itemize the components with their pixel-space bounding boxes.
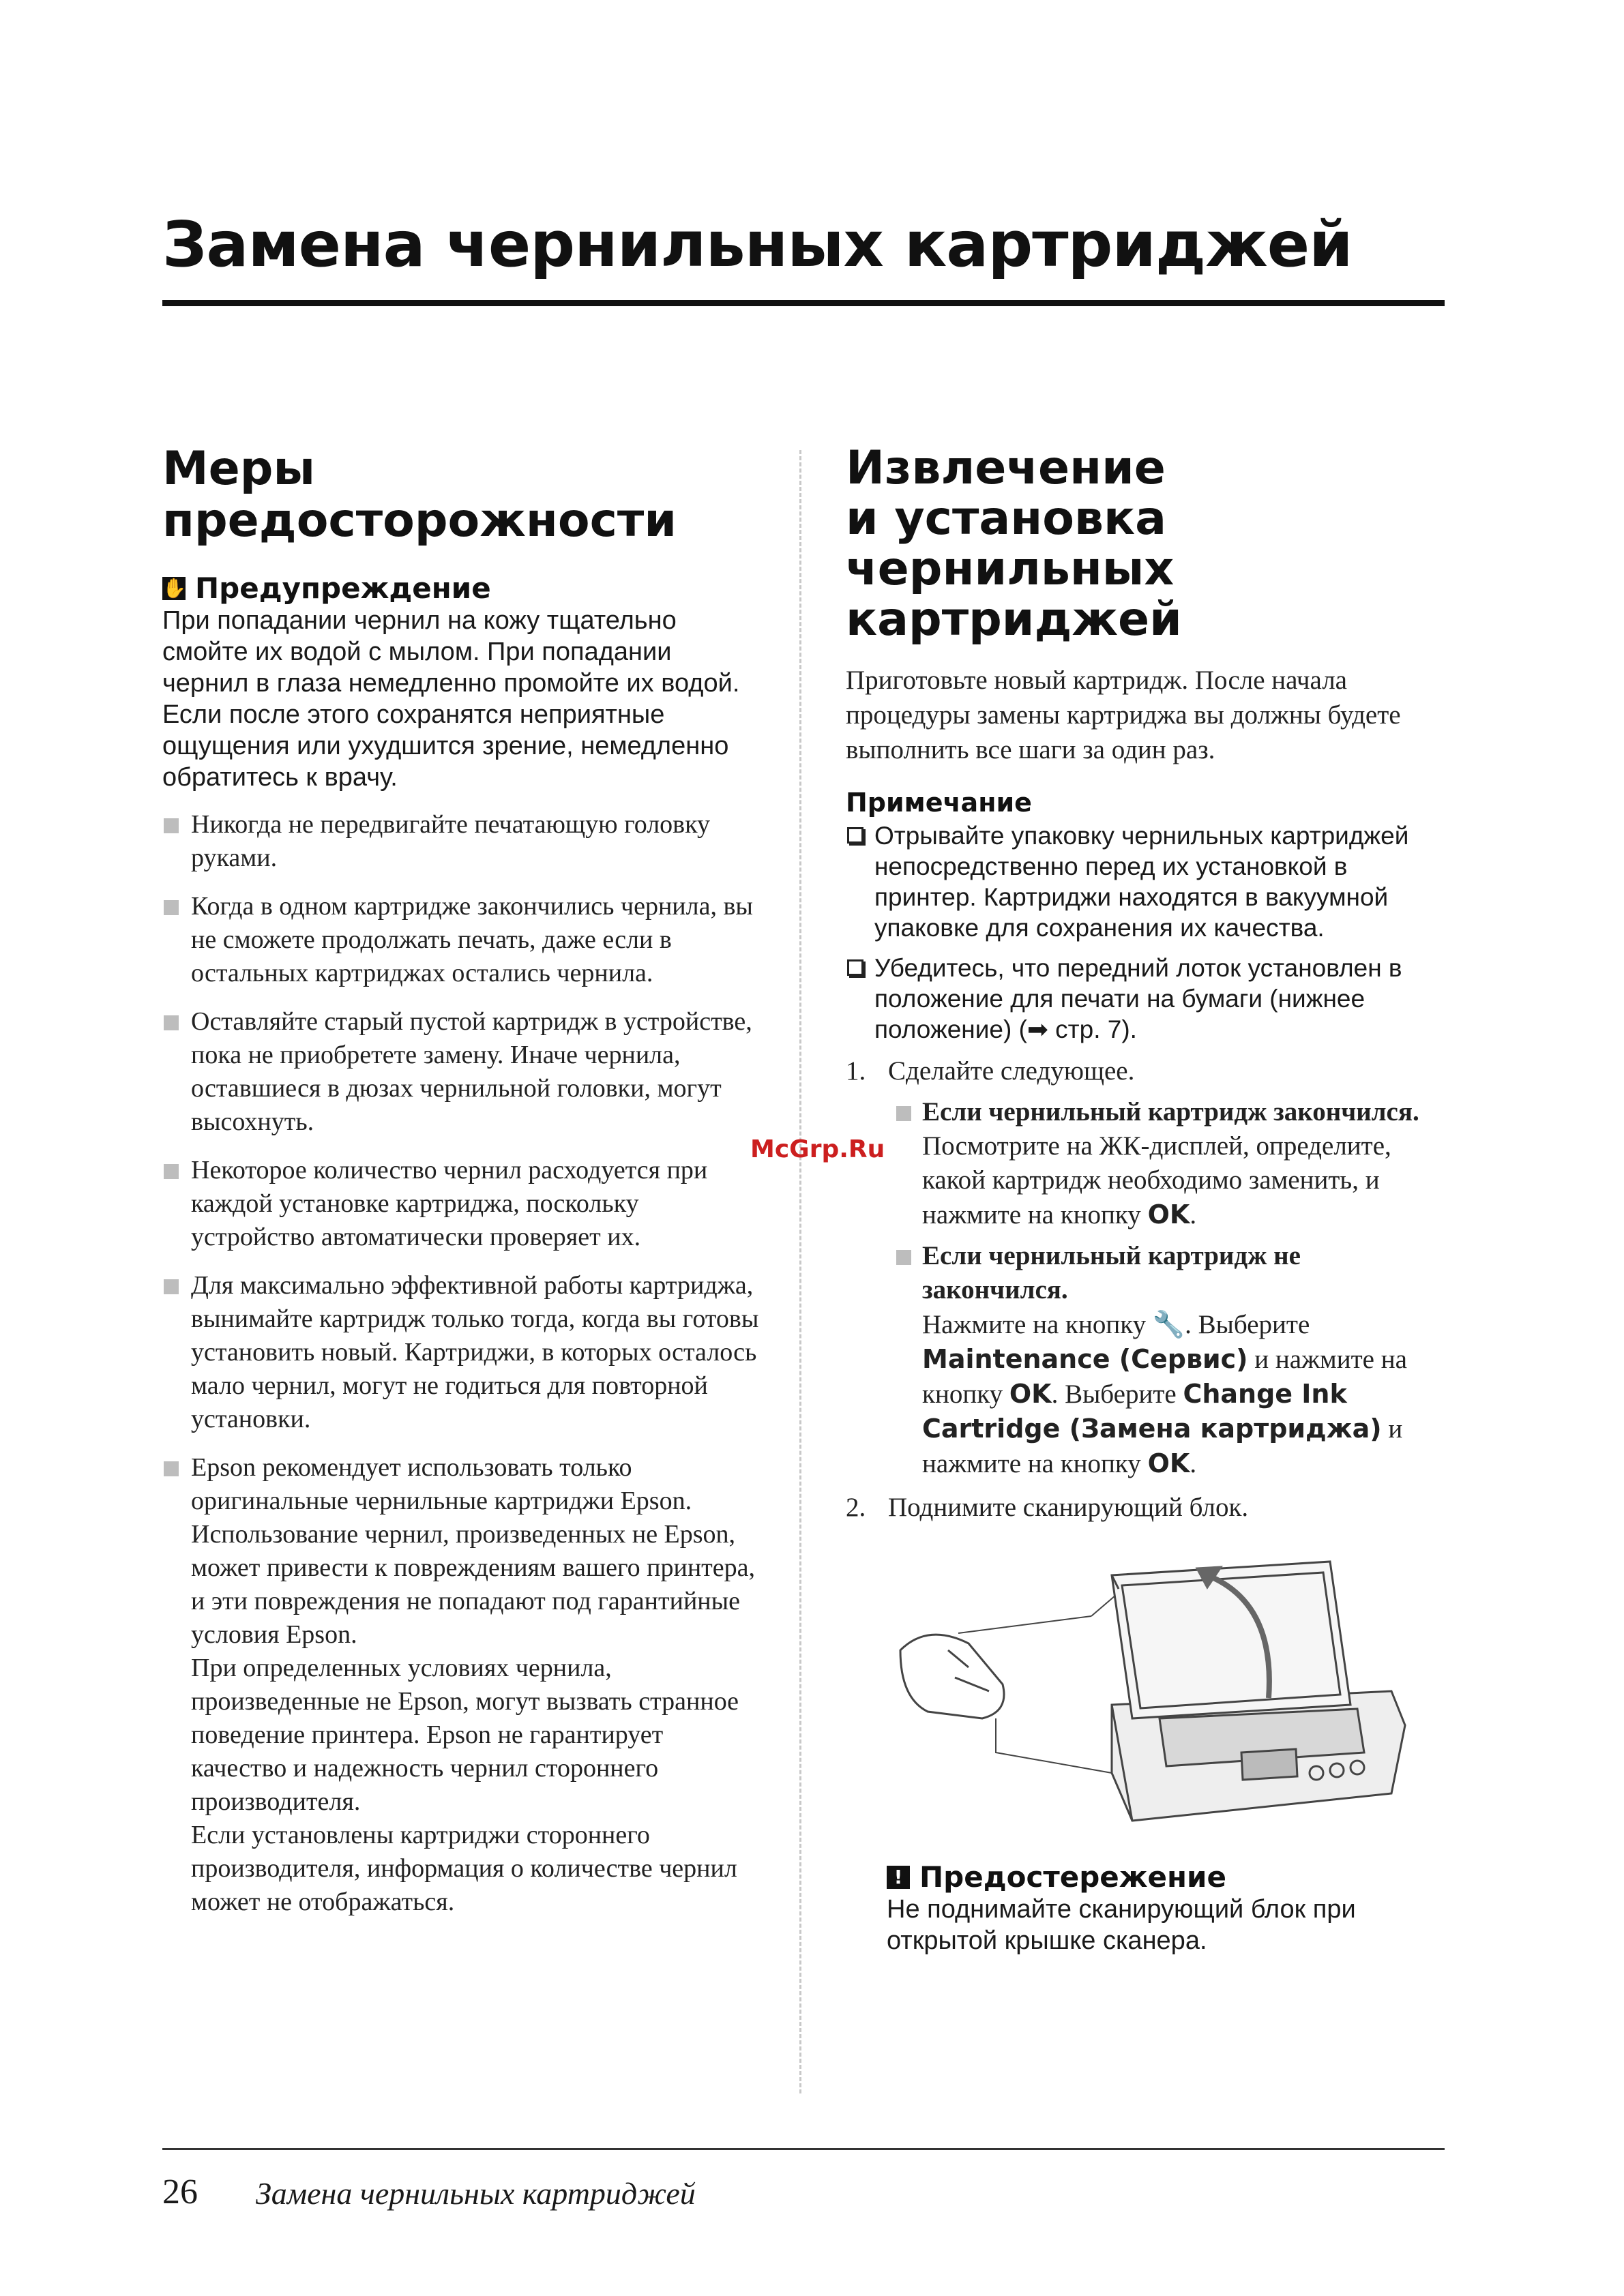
caution-icon: ! — [887, 1866, 910, 1889]
epson-paragraph-1: Epson рекомендует использовать только оригинальные чернильные картриджи Epson. Использование чернил, произведенных не Epson, может привести к повреждениям вашего принтера, и эти повреждения не попадают под гарантийные условия Epson. — [191, 1453, 756, 1649]
list-item: Когда в одном картридже закончились чернила, вы не сможете продолжать печать, даже если в остальных картриджах остались чернила. — [162, 890, 763, 990]
running-title: Замена чернильных картриджей — [256, 2176, 696, 2211]
note-title: Примечание — [846, 788, 1032, 818]
step-2 — [846, 1491, 1446, 1525]
caution-box — [887, 1860, 1446, 1956]
ok-button-label: OK — [1147, 1199, 1190, 1229]
bullet-square-icon — [896, 1106, 911, 1121]
list-item: Для максимально эффективной работы картриджа, вынимайте картридж только тогда, когда вы готовы установить новый. Картриджи, в которых осталось мало чернил, могут не годиться для повторной установки. — [162, 1269, 763, 1436]
list-item-epson — [162, 1451, 763, 1919]
bullet-square-icon — [164, 1461, 179, 1476]
footer-rule — [162, 2148, 1445, 2150]
step-number: 2. — [846, 1493, 866, 1522]
ok-button-label: OK — [1147, 1448, 1190, 1478]
checkbox-bullet-icon — [847, 827, 863, 844]
step-1-options — [888, 1095, 1446, 1481]
bullet-square-icon — [164, 900, 179, 915]
intro-text: Приготовьте новый картридж. После начала процедуры замены картриджа вы должны будете выполнить все шаги за один раз. — [846, 666, 1401, 764]
ok-button-label: OK — [1009, 1379, 1052, 1409]
bullet-square-icon — [164, 1015, 179, 1030]
maintenance-menu-label: Maintenance (Сервис) — [922, 1344, 1248, 1374]
bullet-square-icon — [164, 1164, 179, 1179]
title-rule — [162, 300, 1445, 306]
warning-text: При попадании чернил на кожу тщательно смойте их водой с мылом. При попадании чернил в глаза немедленно промойте их водой. Если после этого сохранятся неприятные ощущения или ухудшится зрение, немедленно обратитесь к врачу. — [162, 606, 740, 792]
step-text: Сделайте следующее. — [888, 1056, 1135, 1086]
list-item: Никогда не передвигайте печатающую головку руками. — [162, 808, 763, 875]
watermark: McGrp.Ru — [750, 1135, 885, 1163]
sub-item: Если чернильный картридж не закончился. Нажмите на кнопку 🔧. Выберите Maintenance (Сервис) и нажмите на кнопку OK. Выберите Change Ink Cartridge (Замена картриджа) и нажмите на кнопку OK. — [888, 1239, 1446, 1481]
precautions-heading-line1: Меры — [162, 442, 315, 496]
sub-item-head: Если чернильный картридж закончился. — [922, 1097, 1419, 1127]
caution-title: Предостережение — [919, 1860, 1226, 1894]
hand-warning-icon: ✋ — [162, 576, 186, 599]
note-list — [846, 820, 1446, 1045]
epson-paragraph-3: Если установлены картриджи стороннего производителя, информация о количестве чернил может не отображаться. — [191, 1821, 737, 1916]
printer-illustration — [887, 1548, 1432, 1841]
list-item: Убедитесь, что передний лоток установлен в положение для печати на бумаги (нижнее положение) (➡ стр. 7). — [846, 953, 1446, 1045]
steps-list — [846, 1054, 1446, 1525]
page-number: 26 — [162, 2173, 198, 2211]
list-item: Отрывайте упаковку чернильных картриджей непосредственно перед их установкой в принтер. Картриджи находятся в вакуумной упаковке для сохранения их качества. — [846, 820, 1446, 943]
sub-item: Если чернильный картридж закончился. Посмотрите на ЖК-дисплей, определите, какой картридж необходимо заменить, и нажмите на кнопку OK. — [888, 1095, 1446, 1232]
bullet-square-icon — [164, 1279, 179, 1294]
precautions-list — [162, 808, 763, 1919]
caution-text: Не поднимайте сканирующий блок при открытой крышке сканера. — [887, 1895, 1356, 1955]
checkbox-bullet-icon — [847, 959, 863, 976]
warning-box — [162, 571, 763, 793]
step-text: Поднимите сканирующий блок. — [888, 1493, 1249, 1522]
warning-head — [162, 571, 763, 605]
warning-title: Предупреждение — [195, 571, 491, 605]
right-column — [846, 443, 1446, 1956]
epson-paragraph-2: При определенных условиях чернила, произведенные не Epson, могут вызвать странное поведение принтера. Epson не гарантирует качество и надежность чернил стороннего производителя. — [191, 1654, 739, 1816]
printer-scanner-open-illustration — [887, 1548, 1432, 1841]
caution-head — [887, 1860, 1446, 1894]
precautions-heading-line2: предосторожности — [162, 494, 677, 548]
left-column — [162, 443, 763, 1919]
list-item: Некоторое количество чернил расходуется при каждой установке картриджа, поскольку устройство автоматически проверяет их. — [162, 1154, 763, 1254]
precautions-heading — [162, 443, 763, 547]
page-title: Замена чернильных картриджей — [162, 208, 1353, 281]
setup-wrench-icon: 🔧 — [1152, 1309, 1185, 1339]
list-item: Оставляйте старый пустой картридж в устройстве, пока не приобретете замену. Иначе чернила, оставшиеся в дюзах чернильной головки, могут высохнуть. — [162, 1005, 763, 1139]
step-1 — [846, 1054, 1446, 1481]
change-ink-menu-label: Change Ink Cartridge (Замена картриджа) — [922, 1379, 1382, 1444]
replace-heading: Извлечение и установка чернильных картриджей — [846, 441, 1182, 646]
bullet-square-icon — [896, 1250, 911, 1265]
bullet-square-icon — [164, 818, 179, 833]
sub-item-head: Если чернильный картридж не закончился. — [922, 1241, 1301, 1304]
step-number: 1. — [846, 1056, 866, 1086]
column-divider — [799, 450, 801, 2093]
